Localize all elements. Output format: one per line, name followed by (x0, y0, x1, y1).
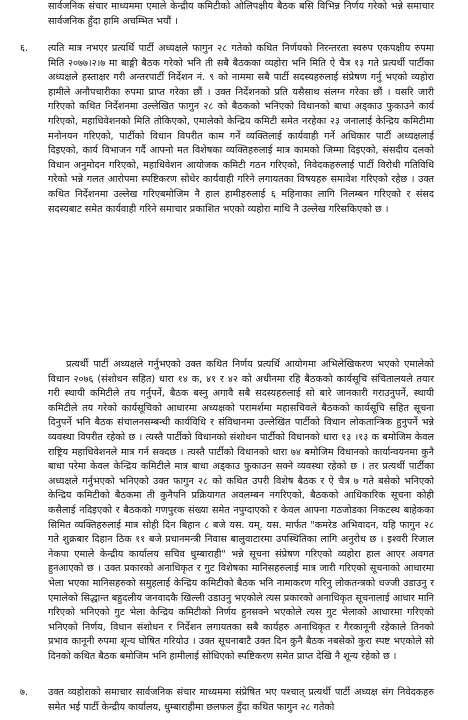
continuation-paragraph: सार्वजनिक संचार माध्यममा एमाले केन्द्रीय कमिटीको ओलिपक्षीय बैठक बसि विभिन्न निर्णय गरेको भन्ने समाचार सार्वजनिक हुँदा हामि अचम्भित भयौं । (48, 1, 434, 27)
item-6-text: त्यति मात्र नभएर प्रत्यर्थि पार्टी अध्यक्षले फागुन २८ गतेको कथित निर्णयको निरन्तरता स्वरुप एकपक्षीय रुपमा मिति २०७७।२।७ मा बाङ्गी बैठक गरेको भनि ती सबै बैठकका व्यहोरा भनि मिति ऐ चैत्र १३ गते प्रत्यर्थी पार्टीका अध्यक्षले हस्ताक्षर गरी अन्तरपार्टी निर्देशन नं. ९ को नाममा सबै पार्टी सदस्यहरुलाई संप्रेषण गर्नु भएको व्यहोरा हामीले अनौपचारीका रुपमा प्राप्त गरेका छौं । उक्त निर्देशनको प्रति यसैसाथ संलग्न गरेका छौं । यसरि जारी गरिएको कथित निर्देशनमा उल्लेखित फागुन २८ को बैठकको भनिएको विधानको बाधा अड्काउ फुकाउने कार्य गरिएको, महाधिवेशनको मिति तोकिएको, एमालेको केन्द्रिय कमिटी समेत नरहेका २३ जनालाई केन्द्रिय कमिटीमा मनोनयन गरिएको, पार्टीको विधान विपरीत काम गर्ने व्यक्तिलाई कार्यवाही गर्ने अधिकार पार्टी अध्यक्षलाई दिइएको, कार्य विभाजन गर्दै आफ्नो मत विशेषका व्यक्तिहरुलाई मात्र कामको जिम्मा दिइएको, संसदीय दलको विधान अनुमोदन गरिएको, महाधिवेशन आयोजक कमिटी गठन गरिएको, निवेदकहरुलाई पार्टी विरोधी गतिविधि गरेको भन्ने गलत आरोपमा स्पष्टिकरण सोधेर कार्यवाही गरिने लगायतका विषयहरु समावेश गरिएको रहेछ । उक्त कथित निर्देशनमा उल्लेख गरिएबमोजिम नै हाल हामीहरुलाई ६ महिनाका लागि निलम्बन गरिएको र संसद सदस्यबाट समेत कार्यवाही गरिने समाचार प्रकाशित भएको व्यहोरा माथि नै उल्लेख गरिसकिएको छ । (48, 43, 434, 215)
paragraph-2: प्रत्यर्थी पार्टी अध्यक्षले गर्नुभएको उक्त कथित निर्णय प्रत्यर्थि आयोगमा अभिलेखिकरण भएको एमालेको विधान २०७६ (संशोधन सहित) धारा १४ क, ४१ र ४२ को अधीनमा रहि बैठकको कार्यसूचि संचितालयले तयार गरी स्थायी कमिटीले तय गर्नुपर्ने, बैठक बस्नु अगावै सबै सदस्यहरुलाई सो बारे जानकारी गराउनुपर्ने, स्थायी कमिटीले तय गरेको कार्यसूचिको आधारमा अध्यक्षको परामर्शमा महासचिवले बैठकको कार्यसूचि सहित सूचना दिनुपर्ने भनि बैठक संचालनसम्बन्धी कार्यविधि र संविधानमा उल्लेखित पार्टीको विधान लोकतान्त्रिक हुनुपर्ने भन्ने व्यवस्था विपरीत रहेको छ । त्यस्तै पार्टीको विधानको संशोधन पार्टीको विधानको धारा १३ ।१३ क बमोजिम केवल राष्ट्रिय महाधिवेशनले मात्र गर्न सक्दछ । त्यस्तै पार्टीको विधानको धारा ७४ बमोजिम विधानको कार्यान्वयनमा कुनै बाधा परेमा केवल केन्द्रिय कमिटीले मात्र बाधा अड्काउ फुकाउन सक्ने व्यवस्था रहेको छ । तर प्रत्यर्थी पार्टीका अध्यक्षले गर्नुभएको भनिएको उक्त फागुन २८ को कथित उपरी विशेष बैठक र ऐ चैत्र ७ गते बसेको भनिएको केन्द्रिय कमिटीको बैठकमा ती कुनैपनि प्रक्रियागत अवलम्बन नगरिएको, बैठकको आधिकारिक सूचना कोही कसैलाई नदिइएको र बैठकको गणपुरक संख्या समेत नपुग्दाएको र केवल आफ्ना गठजोडका निकटस्थ बाहेकका सिमित व्यक्तिहरुलाई मात्र सोही दिन बिहान ८ बजे यस. यम्. यस. मार्फत "कमरेड अभिवादन, यहि फागुन २८ गते शुक्रबार दिहान ठिक ११ बजे प्रधानमन्त्री निवास बालुवाटारमा उपस्थितिका लागि अनुरोध छ । इश्वरी रिजाल नेकपा एमाले केन्द्रीय कार्यालय सचिव धुम्बाराही" भन्ने सूचना संप्रेषण गरिएको व्यहोरा हाल आएर अवगत हुनआएको छ । उक्त प्रकारको अनाधिकृत र गुट विशेषका मानिसहरुलाई मात्र जारी गरिएको सूचनाको आधारमा भेला भएका मानिसहरुको समुहलाई केन्द्रिय कमिटीको बैठक भनि नामाकरण गरिनु लोकतन्त्रको धज्जी उडाउनु र एमालेको सिद्धान्त बहुदलीय जनवादकै खिल्ली उडाउनु भएकोले त्यस प्रकारको अनाधिकृत सूचनालाई आधार मानि गरिएको भनिएको गुट भेला केन्द्रिय कमिटीको निर्णय हुनसक्ने भएकोले त्यस गुट भेलाको आधारमा गरिएको भनिएको निर्णय, विधान संशोधन र निर्देशन लगायतका सबै कार्यहरु अनाधिकृत र गैरकानूनी रहेकाले तिनको प्रभाव कानूनी रुपमा शून्य घोषित गरियोउ । उक्त सूचनाबाटै उक्त दिन कुनै बैठक नबसेको कुरा स्पष्ट भएकोले सो दिनको कथित बैठक बमोजिम भनि हामीलाई सोधिएको स्पष्टिकरण समेत प्राप्त देखि नै शून्य रहेको छ । (48, 359, 434, 662)
item-7-text: उक्त व्यहोराको समाचार सार्वजनिक संचार माध्यममा संप्रेषित भए पश्चात् प्रत्यर्थी पार्टी अध्यक्ष संग निवेदकहरु समेत भई पार्टी केन्द्रीय कार्यालय, धुम्बाराहीमा छलफल हुँदा कथित फागुन २८ गतेको (48, 687, 434, 713)
item-6-number: ६. (20, 43, 29, 54)
item-7-number: ७. (20, 687, 29, 698)
